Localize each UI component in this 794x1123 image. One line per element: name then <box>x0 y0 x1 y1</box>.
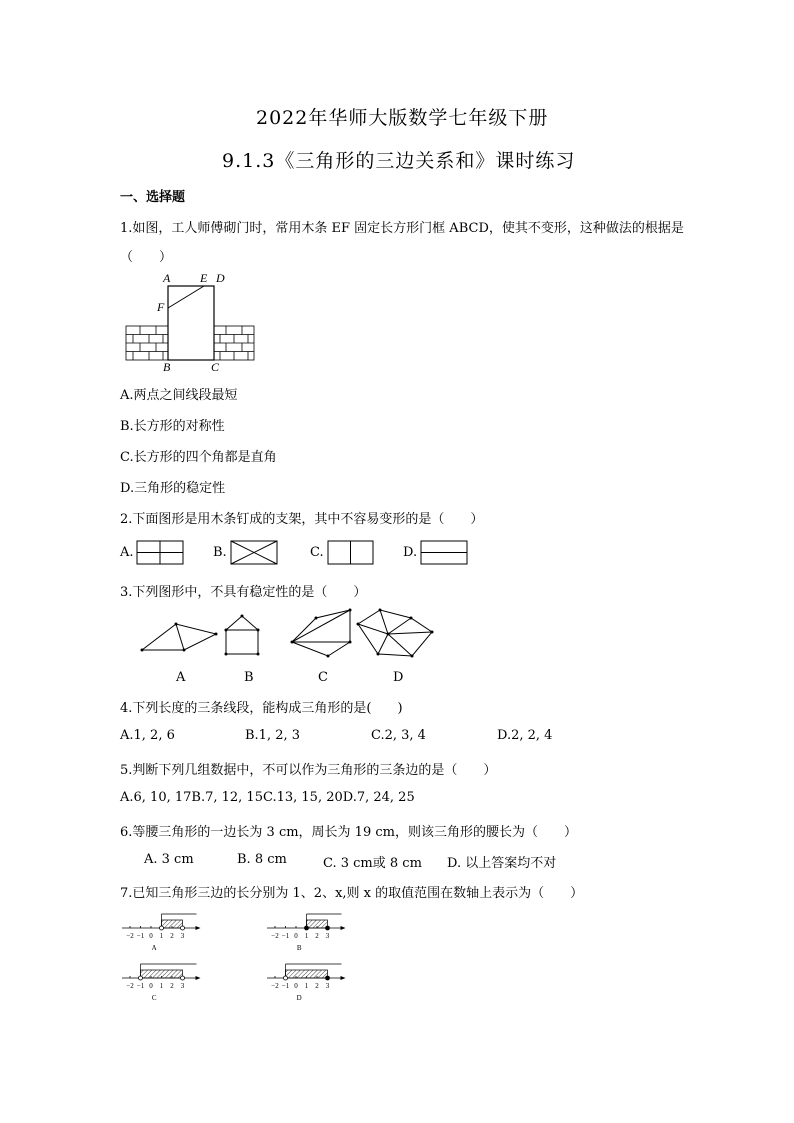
number-line-caption: B <box>296 944 302 952</box>
question-4-option-d: D.2, 2, 4 <box>497 728 553 743</box>
question-6-option-b: B. 8 cm <box>237 852 287 867</box>
label-a: A <box>163 271 171 285</box>
tick-label: −1 <box>136 932 145 940</box>
question-4-option-c: C.2, 3, 4 <box>371 728 426 743</box>
tick-label: −2 <box>126 932 134 940</box>
tick-label: −2 <box>271 932 279 940</box>
question-6-option-a: A. 3 cm <box>144 852 194 867</box>
question-4-option-b: B.1, 2, 3 <box>245 728 301 743</box>
tick-label: 3 <box>325 982 330 990</box>
question-2-option-c-letter: C. <box>310 545 324 560</box>
question-1-option-b: B.长方形的对称性 <box>120 419 225 434</box>
tick-label: −1 <box>136 982 145 990</box>
tick-label: 2 <box>315 932 319 940</box>
question-1-option-c: C.长方形的四个角都是直角 <box>120 450 277 465</box>
tick-label: 1 <box>304 982 309 990</box>
number-line-a <box>122 914 201 952</box>
question-1-option-a: A.两点之间线段最短 <box>120 388 238 403</box>
tick-label: 2 <box>170 982 174 990</box>
label-e: E <box>200 271 208 285</box>
tick-label: 0 <box>294 932 298 940</box>
shape-a-caption: A <box>176 670 186 685</box>
right-brick-wall <box>214 326 254 360</box>
question-5-stem: 5.判断下列几组数据中，不可以作为三角形的三条边的是（ ） <box>120 763 497 778</box>
tick-label: 0 <box>149 932 153 940</box>
shape-b <box>226 616 258 654</box>
tick-label: 1 <box>159 982 164 990</box>
number-line-d <box>267 964 346 1002</box>
tick-label: 0 <box>294 982 298 990</box>
page-subtitle: 9.1.3《三角形的三边关系和》课时练习 <box>222 150 576 172</box>
question-5-options: A.6, 10, 17B.7, 12, 15C.13, 15, 20D.7, 24, 25 <box>120 790 415 805</box>
frame-a-figure <box>136 540 186 566</box>
section-heading: 一、选择题 <box>120 190 186 205</box>
shape-c <box>292 610 350 656</box>
number-line-b <box>267 914 346 952</box>
question-4-stem: 4.下列长度的三条线段，能构成三角形的是( ) <box>120 701 403 716</box>
number-line-caption: C <box>151 994 157 1002</box>
question-2-option-a-letter: A. <box>120 545 134 560</box>
shape-b-caption: B <box>244 670 254 685</box>
question-6-option-c: C. 3 cm或 8 cm <box>323 856 422 871</box>
question-1-stem-blank: （ ） <box>120 250 173 265</box>
shape-d-caption: D <box>393 670 404 685</box>
question-3-stem: 3.下列图形中，不具有稳定性的是（ ） <box>120 585 367 600</box>
number-line-caption: A <box>151 944 157 952</box>
door-frame-rectangle <box>168 286 214 360</box>
tick-label: 3 <box>325 932 330 940</box>
tick-label: 1 <box>159 932 164 940</box>
tick-label: −2 <box>271 982 279 990</box>
frame-c-figure <box>327 540 377 566</box>
tick-label: 2 <box>315 982 319 990</box>
shape-c-caption: C <box>318 670 328 685</box>
question-6-stem: 6.等腰三角形的一边长为 3 cm，周长为 19 cm，则该三角形的腰长为（ ） <box>120 825 577 840</box>
number-line-options <box>118 906 378 1010</box>
frame-d-figure <box>420 540 470 566</box>
tick-label: 3 <box>180 932 185 940</box>
number-line-caption: D <box>296 994 302 1002</box>
number-line-c <box>122 964 201 1002</box>
question-1-stem: 1.如图，工人师傅砌门时，常用木条 EF 固定长方形门框 ABCD，使其不变形，这种做法的根据是 <box>120 221 684 236</box>
question-6-option-d: D. 以上答案均不对 <box>447 856 557 871</box>
label-f: F <box>157 300 165 314</box>
question-2-option-b-letter: B. <box>213 545 227 560</box>
question-2-stem: 2.下面图形是用木条钉成的支架，其中不容易变形的是（ ） <box>120 512 484 527</box>
door-frame-figure <box>122 270 262 375</box>
tick-label: 1 <box>304 932 309 940</box>
tick-label: −2 <box>126 982 134 990</box>
tick-label: −1 <box>281 982 290 990</box>
left-brick-wall <box>126 326 168 360</box>
tick-label: −1 <box>281 932 290 940</box>
frame-b-figure <box>230 540 280 566</box>
question-1-option-d: D.三角形的稳定性 <box>120 481 226 496</box>
tick-label: 3 <box>180 982 185 990</box>
label-b: B <box>163 360 171 374</box>
question-7-stem: 7.已知三角形三边的长分别为 1、2、x,则 x 的取值范围在数轴上表示为（ ） <box>120 886 584 901</box>
page-title: 2022年华师大版数学七年级下册 <box>256 107 549 129</box>
question-2-option-d-letter: D. <box>403 545 418 560</box>
label-c: C <box>211 360 220 374</box>
label-d: D <box>216 271 225 285</box>
polygon-figures <box>136 604 441 664</box>
shape-a <box>142 624 216 650</box>
tick-label: 2 <box>170 932 174 940</box>
question-4-option-a: A.1, 2, 6 <box>120 728 175 743</box>
tick-label: 0 <box>149 982 153 990</box>
